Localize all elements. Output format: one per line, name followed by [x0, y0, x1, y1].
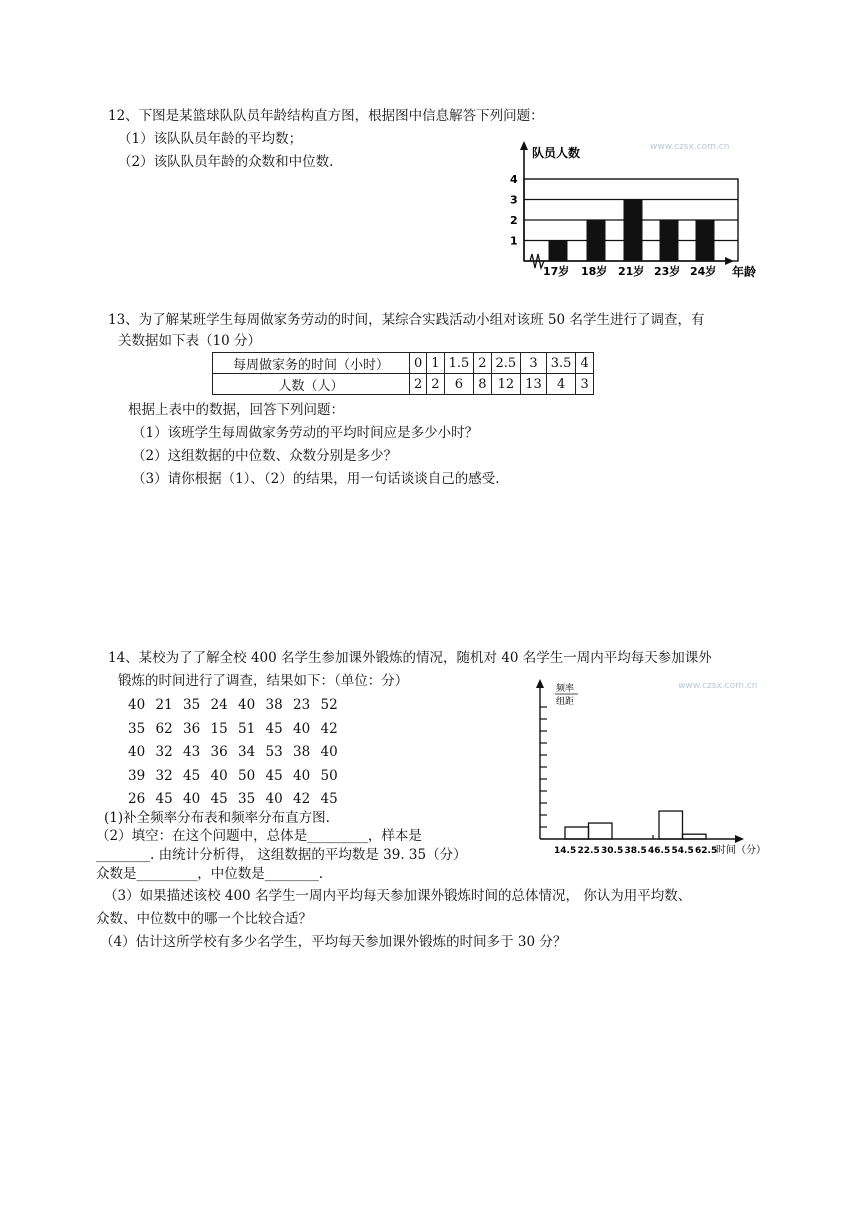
data-cell: 62: [155, 720, 173, 737]
data-cell: 38: [293, 744, 311, 760]
table-cell: 2: [410, 374, 427, 395]
data-cell: 32: [155, 744, 173, 760]
data-cell: 43: [183, 744, 201, 760]
data-cell: 42: [320, 720, 338, 737]
data-cell: 45: [183, 767, 201, 784]
q12-stem: 12、下图是某篮球队队员年龄结构直方图，根据图中信息解答下列问题：: [108, 108, 544, 124]
q14-stem-line1: 14、某校为了了解全校 400 名学生参加课外锻炼的情况，随机对 40 名学生一周内平均每天参加课外: [108, 650, 712, 666]
bar: [624, 200, 643, 262]
table-cell: 1.5: [444, 353, 474, 374]
data-cell: 34: [238, 744, 256, 760]
freq-ylabel-bottom: 组距: [556, 697, 575, 707]
q12-sub1: （1）该队队员年龄的平均数；: [118, 131, 303, 147]
y-axis-arrow: [520, 141, 528, 150]
table-cell: 0: [410, 353, 427, 374]
data-cell: 40: [210, 767, 228, 784]
data-cell: 39: [128, 767, 146, 784]
age-chart-ylabel: 队员人数: [532, 146, 581, 160]
q14-sub2-line3: 众数是_________，中位数是________.: [96, 866, 324, 882]
data-cell: 35: [238, 791, 256, 807]
data-cell: 40: [238, 697, 256, 713]
q14-sub4: （4）估计这所学校有多少名学生，平均每天参加课外锻炼的时间多于 30 分？: [100, 934, 567, 950]
data-cell: 40: [128, 744, 146, 760]
histogram-bar: [683, 834, 707, 839]
bar: [587, 220, 606, 261]
table-cell: 2.5: [491, 353, 521, 374]
q13-stem-line2: 关数据如下表（10 分）: [118, 333, 261, 349]
data-cell: 26: [128, 791, 146, 807]
data-cell: 52: [320, 697, 338, 713]
y-tick-label: 1: [510, 234, 518, 248]
x-tick-label: 62.5: [695, 846, 718, 856]
q14-sub2-line2: ________. 由统计分析得， 这组数据的平均数是 39. 35（分）: [96, 847, 467, 863]
freq-xlabel: 时间（分）: [716, 845, 766, 856]
data-row: [128, 718, 348, 742]
data-cell: 45: [320, 791, 338, 807]
x-tick-label: 14.5: [554, 846, 577, 856]
data-cell: 45: [265, 720, 283, 737]
histogram-bar: [589, 823, 613, 839]
q14-sub3-line2: 众数、中位数中的哪一个比较合适？: [96, 911, 312, 927]
data-row: [128, 741, 348, 765]
q13-sub2: （2）这组数据的中位数、众数分别是多少？: [132, 448, 398, 464]
data-cell: 45: [155, 791, 173, 807]
frequency-histogram: [520, 672, 780, 862]
table-header-cell: 人数（人）: [213, 374, 410, 395]
age-bar-chart: [500, 135, 770, 280]
x-tick-label: 30.5: [601, 846, 624, 856]
data-row: [128, 694, 348, 718]
q14-sub1: (1)补全频率分布表和频率分布直方图.: [104, 810, 330, 826]
q14-sub2-line1: （2）填空：在这个问题中，总体是_________，样本是: [96, 828, 422, 844]
x-tick-label: 23岁: [654, 265, 681, 278]
data-cell: 32: [155, 767, 173, 784]
table-cell: 4: [546, 374, 576, 395]
x-tick-label: 38.5: [624, 846, 647, 856]
data-cell: 42: [293, 791, 311, 807]
q14-sub3-line1: （3）如果描述该校 400 名学生一周内平均每天参加课外锻炼时间的总体情况， 你认为用平均数、: [104, 888, 692, 904]
data-cell: 40: [265, 791, 283, 807]
data-cell: 36: [210, 744, 228, 760]
data-cell: 23: [293, 697, 311, 713]
q13-sub1: （1）该班学生每周做家务劳动的平均时间应是多少小时？: [132, 425, 479, 441]
bar: [660, 220, 679, 261]
data-cell: 45: [210, 791, 228, 807]
data-cell: 45: [265, 767, 283, 784]
data-cell: 40: [128, 697, 146, 713]
x-tick-label: 54.5: [671, 846, 694, 856]
data-cell: 40: [293, 720, 311, 737]
freq-ylabel-top: 频率: [556, 684, 575, 694]
q13-lead: 根据上表中的数据，回答下列问题：: [128, 402, 344, 418]
table-cell: 3: [576, 374, 593, 395]
y-tick-label: 3: [510, 193, 518, 207]
bar: [549, 241, 568, 262]
q12-sub2: （2）该队队员年龄的众数和中位数.: [118, 154, 334, 170]
x-tick-label: 24岁: [690, 265, 717, 278]
x-tick-label: 17岁: [543, 265, 570, 278]
table-row: [213, 353, 594, 374]
data-cell: 38: [265, 697, 283, 713]
q13-table: [212, 352, 594, 395]
table-cell: 3: [521, 353, 547, 374]
y-tick-label: 4: [510, 173, 518, 186]
data-cell: 40: [293, 767, 311, 784]
data-cell: 36: [183, 720, 201, 737]
x-tick-label: 18岁: [581, 265, 608, 278]
q13-sub3: （3）请你根据（1）、（2）的结果，用一句话谈谈自己的感受.: [132, 471, 500, 487]
data-cell: 50: [320, 767, 338, 784]
table-cell: 3.5: [546, 353, 576, 374]
data-cell: 35: [183, 697, 201, 713]
x-tick-label: 21岁: [618, 265, 645, 278]
q14-stem-line2: 锻炼的时间进行了调查，结果如下：（单位：分）: [118, 673, 409, 689]
watermark: www.czsx.com.cn: [678, 681, 758, 691]
data-cell: 53: [265, 744, 283, 760]
y-tick-label: 2: [510, 214, 518, 227]
histogram-bar: [659, 811, 683, 839]
data-cell: 40: [320, 744, 338, 760]
watermark: www.czsx.com.cn: [650, 142, 730, 152]
table-cell: 6: [444, 374, 474, 395]
data-cell: 35: [128, 720, 146, 737]
table-header-cell: 每周做家务的时间（小时）: [213, 353, 410, 374]
bar: [696, 220, 715, 261]
y-axis-arrow: [536, 679, 544, 688]
data-cell: 24: [210, 697, 228, 713]
table-cell: 8: [474, 374, 491, 395]
table-cell: 4: [576, 353, 593, 374]
x-axis-arrow: [735, 835, 744, 843]
histogram-bar: [565, 827, 589, 839]
data-cell: 15: [210, 720, 228, 737]
q13-stem-line1: 13、为了解某班学生每周做家务劳动的时间，某综合实践活动小组对该班 50 名学生进行了调查，有: [108, 312, 705, 328]
table-cell: 2: [427, 374, 444, 395]
table-cell: 2: [474, 353, 491, 374]
x-tick-label: 46.5: [648, 846, 671, 856]
table-row: [213, 374, 594, 395]
table-cell: 12: [491, 374, 521, 395]
x-tick-label: 22.5: [577, 846, 600, 856]
data-row: [128, 765, 348, 789]
data-cell: 40: [183, 791, 201, 807]
table-cell: 1: [427, 353, 444, 374]
data-cell: 21: [155, 697, 173, 713]
q14-data-grid: [128, 694, 348, 812]
data-cell: 51: [238, 720, 256, 737]
data-cell: 50: [238, 767, 256, 784]
table-cell: 13: [521, 374, 547, 395]
age-chart-xlabel: 年龄: [732, 265, 757, 279]
